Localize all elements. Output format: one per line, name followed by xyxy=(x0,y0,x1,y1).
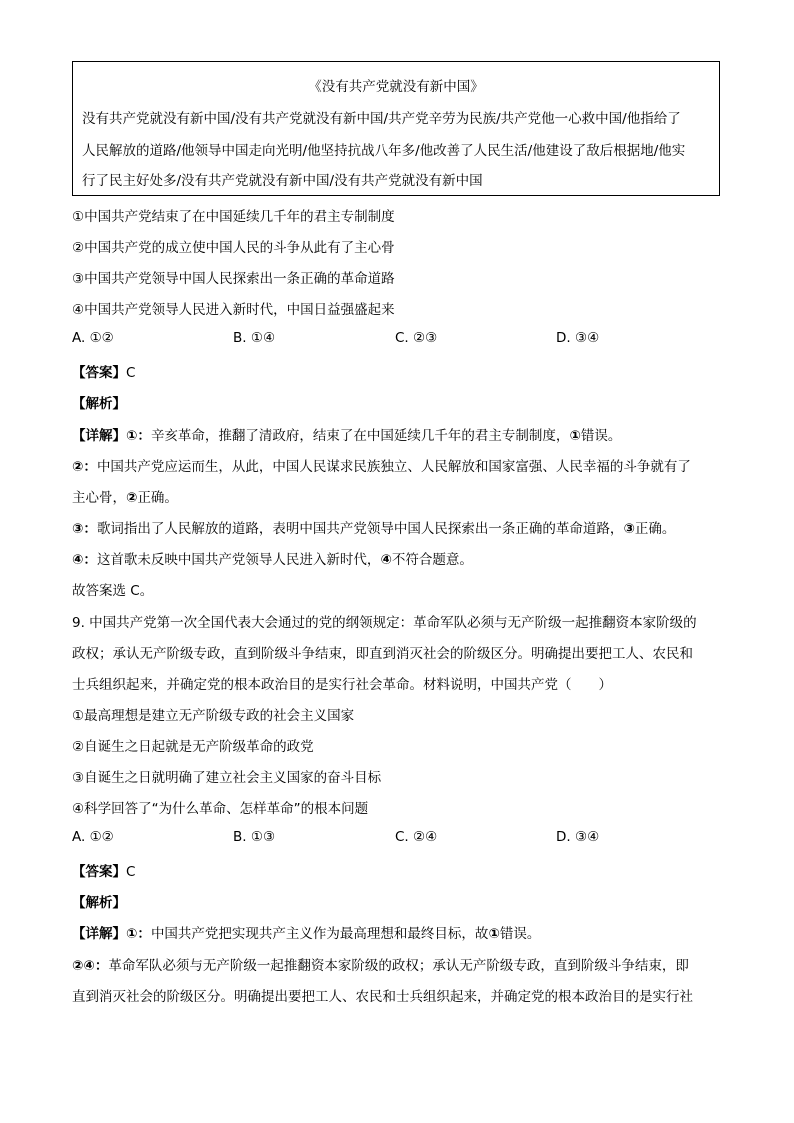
answer-label: 【答案】 xyxy=(72,365,126,381)
q9-stem-1: 9. 中国共产党第一次全国代表大会通过的党的纲领规定：革命军队必须与无产阶级一起推翻资本家阶级的 xyxy=(72,615,697,631)
q9-detail-2: ②④：革命军队必须与无产阶级一起推翻资本家阶级的政权；承认无产阶级专政，直到阶级斗争结束，即 xyxy=(72,958,689,974)
q9-option-a: A. ①② xyxy=(72,829,114,845)
q8-detail-1: 【详解】①：辛亥革命，推翻了清政府，结束了在中国延续几千年的君主专制制度，①错误。 xyxy=(72,428,622,444)
q9-option-c: C. ②④ xyxy=(395,829,438,845)
q8-analysis-label: 【解析】 xyxy=(72,396,126,412)
poem-line: 行了民主好处多/没有共产党就没有新中国/没有共产党就没有新中国 xyxy=(82,173,483,189)
q9-stem-3: 士兵组织起来，并确定党的根本政治目的是实行社会革命。材料说明，中国共产党（ ） xyxy=(72,677,612,693)
q8-detail-2-cont: 主心骨，②正确。 xyxy=(72,490,178,506)
q8-answer xyxy=(72,361,135,381)
q8-statement-3: ③中国共产党领导中国人民探索出一条正确的革命道路 xyxy=(72,271,395,287)
q8-option-c: C. ②③ xyxy=(395,330,438,346)
q8-option-b: B. ①④ xyxy=(233,330,276,346)
q9-statement-4: ④科学回答了“为什么革命、怎样革命”的根本问题 xyxy=(72,801,369,817)
q9-analysis-label: 【解析】 xyxy=(72,895,126,911)
q9-option-b: B. ①③ xyxy=(233,829,276,845)
q8-statement-1: ①中国共产党结束了在中国延续几千年的君主专制制度 xyxy=(72,209,395,225)
poem-line: 没有共产党就没有新中国/没有共产党就没有新中国/共产党辛劳为民族/共产党他一心救中国/他指给了 xyxy=(82,111,681,127)
q8-detail-3: ③：歌词指出了人民解放的道路，表明中国共产党领导中国人民探索出一条正确的革命道路，③正确。 xyxy=(72,521,676,537)
q8-detail-2: ②：中国共产党应运而生，从此，中国人民谋求民族独立、人民解放和国家富强、人民幸福的斗争就有了 xyxy=(72,459,691,475)
answer-label: 【答案】 xyxy=(72,864,126,880)
answer-value: C xyxy=(126,864,136,880)
q9-statement-2: ②自诞生之日起就是无产阶级革命的政党 xyxy=(72,739,314,755)
q9-stem-2: 政权；承认无产阶级专政，直到阶级斗争结束，即直到消灭社会的阶级区分。明确提出要把工人、农民和 xyxy=(72,646,693,662)
q8-option-d: D. ③④ xyxy=(556,330,600,346)
poem-box xyxy=(72,61,720,196)
q9-answer xyxy=(72,860,135,880)
q9-statement-3: ③自诞生之日就明确了建立社会主义国家的奋斗目标 xyxy=(72,770,382,786)
q8-statement-2: ②中国共产党的成立使中国人民的斗争从此有了主心骨 xyxy=(72,240,395,256)
answer-value: C xyxy=(126,365,136,381)
q9-detail-1: 【详解】①：中国共产党把实现共产主义作为最高理想和最终目标，故①错误。 xyxy=(72,926,541,942)
q8-option-a: A. ①② xyxy=(72,330,114,346)
poem-line: 人民解放的道路/他领导中国走向光明/他坚持抗战八年多/他改善了人民生活/他建设了敌后根据地/他实 xyxy=(82,143,686,159)
q9-detail-3: 直到消灭社会的阶级区分。明确提出要把工人、农民和士兵组织起来，并确定党的根本政治目的是实行社 xyxy=(72,989,693,1005)
q8-conclusion: 故答案选 C。 xyxy=(72,583,154,599)
q8-statement-4: ④中国共产党领导人民进入新时代，中国日益强盛起来 xyxy=(72,302,395,318)
poem-title: 《没有共产党就没有新中国》 xyxy=(308,79,484,95)
q9-option-d: D. ③④ xyxy=(556,829,600,845)
q8-detail-4: ④：这首歌未反映中国共产党领导人民进入新时代，④不符合题意。 xyxy=(72,552,473,568)
q9-statement-1: ①最高理想是建立无产阶级专政的社会主义国家 xyxy=(72,708,355,724)
